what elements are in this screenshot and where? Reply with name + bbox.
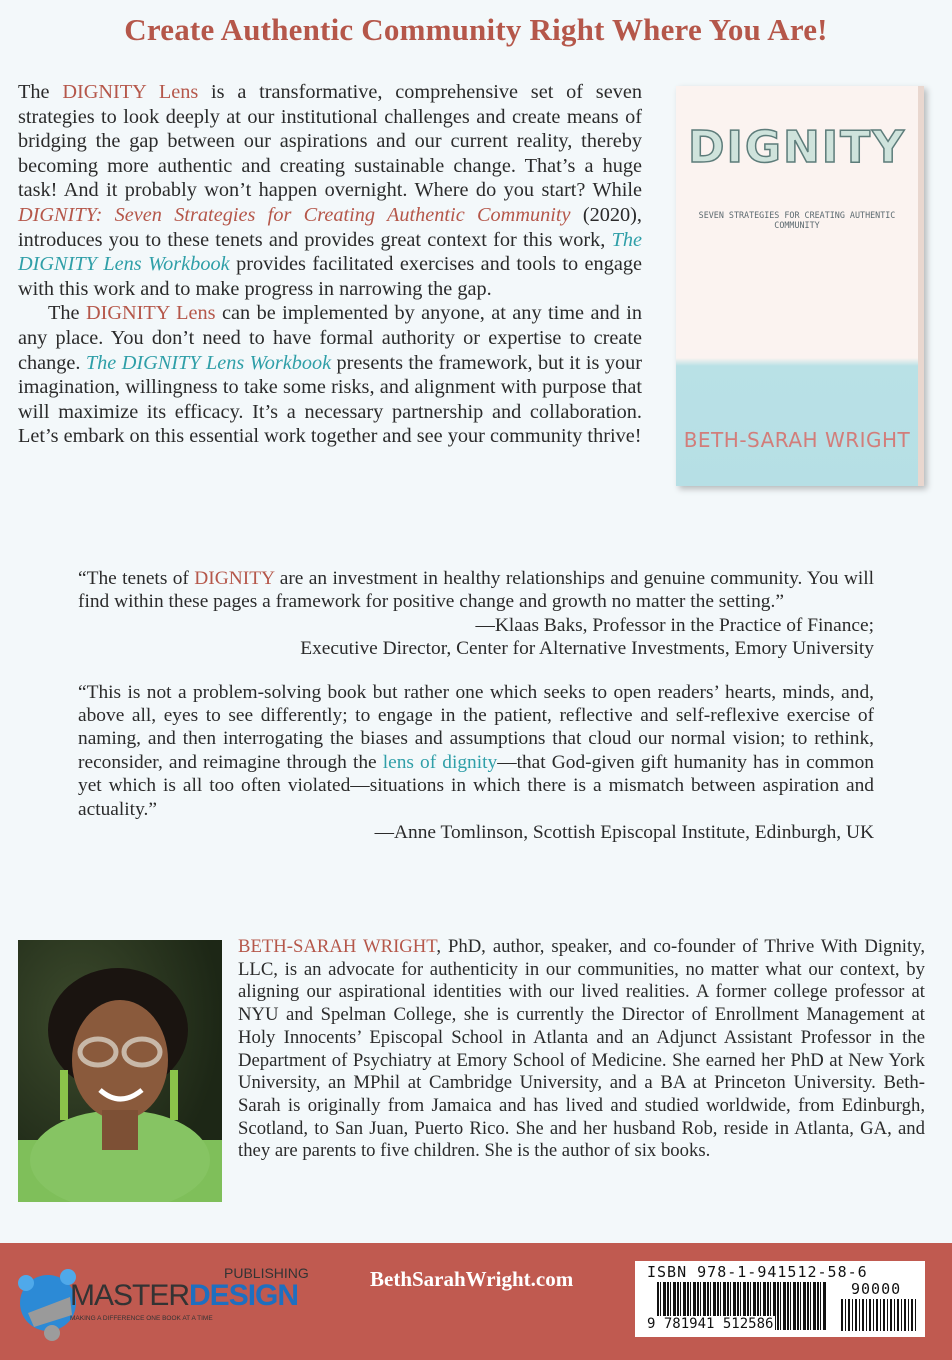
price-code: 90000 <box>851 1280 902 1298</box>
isbn-barcode <box>635 1261 925 1337</box>
highlighted-text: The DIGNITY Lens Workbook <box>85 351 332 374</box>
publisher-tagline: MAKING A DIFFERENCE ONE BOOK AT A TIME <box>70 1315 213 1322</box>
highlighted-text: DIGNITY: Seven Strategies for Creating Authentic Community <box>18 203 571 226</box>
body-text: presents the framework, but it is your imagination, willingness to take some risks, and alignment with purpose that will maximize its efficacy. It’s a necessary partnership and collaboration. Let’s embark on this essential work together and see your community thrive! <box>18 351 642 448</box>
highlighted-text: The DIGNITY Lens Workbook <box>18 228 642 276</box>
book-cover-title: DIGNITY <box>687 122 907 173</box>
highlighted-text: DIGNITY Lens <box>85 302 216 325</box>
isbn-text: ISBN 978-1-941512-58-6 <box>647 1263 868 1281</box>
price-barcode-bars <box>841 1299 917 1331</box>
quote-2 <box>78 681 874 821</box>
endorsements <box>78 567 874 844</box>
quote-1-attribution-2: Executive Director, Center for Alternative Investments, Emory University <box>300 638 874 660</box>
highlighted-text: DIGNITY Lens <box>62 81 199 103</box>
quote-text: are an investment in healthy relationships and genuine community. You will find within these pages a framework for positive change and growth no matter the setting.” <box>78 568 875 613</box>
body-text: is a transformative, comprehensive set of seven strategies to look deeply at our institutional challenges and create means of bridging the gap between our aspirations and our current reality, thereby becoming more authentic and creating sustainable change. That’s a huge task! And it probably won’t happen overnight. Where do you start? While <box>18 81 642 202</box>
body-text: provides facilitated exercises and tools to engage with this work and to make progress in narrowing the gap. <box>18 253 642 300</box>
author-photo <box>18 940 222 1202</box>
book-cover-author: BETH-SARAH WRIGHT <box>683 428 911 452</box>
quote-highlight: lens of dignity <box>382 751 498 773</box>
body-text: (2020), introduces you to these tenets and provides great context for this work, <box>18 203 642 251</box>
intro-text <box>18 80 642 449</box>
publisher-publishing: PUBLISHING <box>224 1265 309 1281</box>
website-link[interactable]: BethSarahWright.com <box>370 1267 574 1291</box>
publisher-logo <box>14 1263 324 1343</box>
page-title: Create Authentic Community Right Where You Are! <box>124 12 828 47</box>
quote-text: —that God-given gift humanity has in common yet which is all too often violated—situations in which there is a mismatch between aspiration and actuality.” <box>78 751 874 820</box>
intro-paragraph-1 <box>18 80 642 301</box>
author-bio <box>238 936 925 1163</box>
quote-1 <box>78 567 874 614</box>
quote-1-attribution: —Klaas Baks, Professor in the Practice of Finance; <box>475 614 874 636</box>
footer-bar <box>0 1243 952 1360</box>
quote-2-attribution: —Anne Tomlinson, Scottish Episcopal Institute, Edinburgh, UK <box>374 822 874 844</box>
quote-text: “This is not a problem-solving book but rather one which seeks to open readers’ hearts, minds, and, above all, eyes to see differently; to engage in the patient, reflective and self-reflexive exercise of naming, and then interrogating the biases and assumptions that cloud our normal vision; to rethink, reconsider, and reimagine through the <box>78 681 874 773</box>
body-text: The <box>18 81 63 103</box>
quote-highlight: DIGNITY <box>194 568 275 589</box>
quote-text: “The tenets of <box>78 568 195 589</box>
author-name: BETH-SARAH WRIGHT <box>238 936 437 957</box>
barcode-number: 9 781941 512586 <box>647 1316 774 1332</box>
publisher-master: MASTER <box>70 1279 190 1312</box>
book-cover-image <box>676 86 924 486</box>
body-text: can be implemented by anyone, at any time and in any place. You don’t need to have formal authority or expertise to create change. <box>18 302 642 374</box>
publisher-design: DESIGN <box>189 1279 299 1312</box>
body-text: The <box>48 302 86 325</box>
intro-paragraph-2 <box>18 301 642 449</box>
book-cover-subtitle: SEVEN STRATEGIES FOR CREATING AUTHENTIC COMMUNITY <box>698 210 896 230</box>
bio-text: , PhD, author, speaker, and co-founder of Thrive With Dignity, LLC, is an advocate for authenticity in our communities, no matter what our context, by aligning our aspirational identities with our lived realities. A former college professor at NYU and Spelman College, she is currently the Director of Enrollment Management at Holy Innocents’ Episcopal School in Atlanta and an Adjunct Assistant Professor in the Department of Psychiatry at Emory School of Medicine. She earned her PhD at New York University, an MPhil at Cambridge University, and a BA at Princeton University. Beth-Sarah is originally from Jamaica and has lived and studied worldwide, from Edinburgh, Scotland, to San Juan, Puerto Rico. She and her husband Rob, reside in Atlanta, GA, and they are parents to five children. She is the author of six books. <box>238 936 925 1162</box>
